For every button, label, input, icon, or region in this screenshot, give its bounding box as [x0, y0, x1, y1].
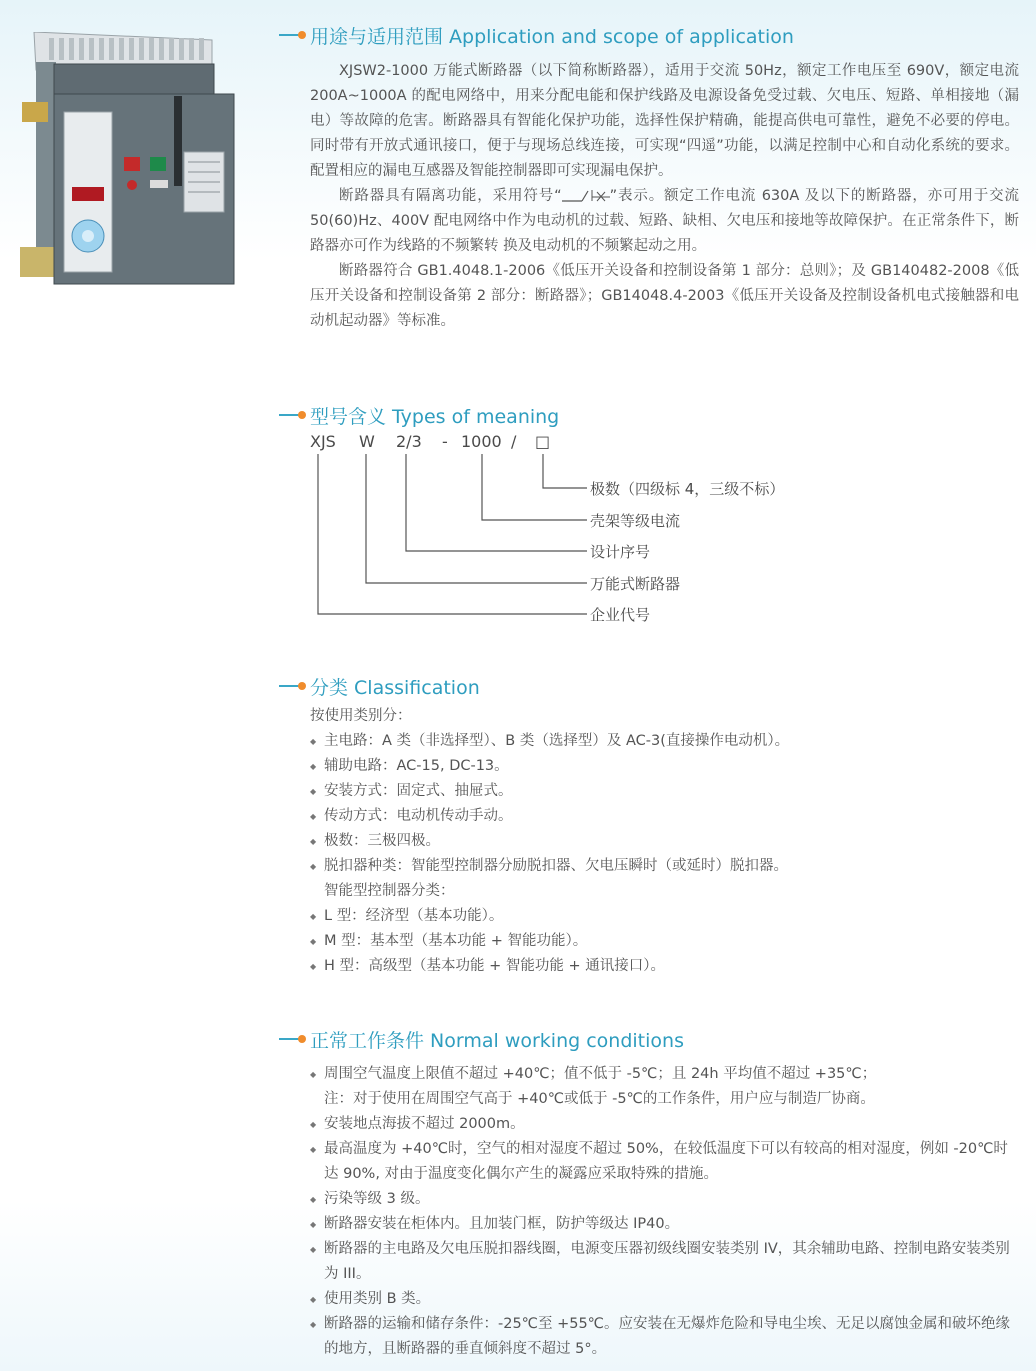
section-application: [279, 22, 1024, 329]
list-item: ◆ 使用类别 B 类。: [308, 1287, 1020, 1312]
model-code-dash: -: [442, 432, 448, 451]
model-code-current: 1000: [461, 432, 502, 451]
isolation-symbol-icon: [562, 188, 610, 202]
controller-intro: 智能型控制器分类：: [324, 883, 455, 899]
conditions-title: 正常工作条件 Normal working conditions: [310, 1030, 684, 1052]
model-code-design: 2/3: [396, 432, 422, 451]
model-code-slash: /: [511, 432, 517, 451]
list-item: ◆ L 型：经济型（基本功能）。: [308, 904, 1020, 929]
model-diagram: [279, 432, 1024, 662]
label-company-code: 企业代号: [590, 606, 651, 624]
list-item: ◆ 脱扣器种类：智能型控制器分励脱扣器、欠电压瞬时（或延时）脱扣器。: [308, 854, 1020, 879]
application-title: 用途与适用范围 Application and scope of application: [310, 26, 794, 48]
conditions-note: 注：对于使用在周围空气高于 +40℃或低于 -5℃的工作条件，用户应与制造厂协商。: [324, 1091, 875, 1107]
label-poles: 极数（四级标 4，三级不标）: [590, 480, 785, 498]
list-item: ◆ 污染等级 3 级。: [308, 1187, 1020, 1212]
section-title: [279, 22, 1024, 48]
conditions-list: [308, 1062, 1020, 1362]
bullet-marker-icon: [279, 1038, 301, 1040]
label-breaker-type: 万能式断路器: [590, 575, 681, 593]
section-classification: [279, 673, 1024, 974]
list-item: ◆ 最高温度为 +40℃时，空气的相对湿度不超过 50%，在较低温度下可以有较高的相对湿度，例如 -20℃时达 90%, 对由于温度变化偶尔产生的凝露应采取特殊的措施。: [308, 1137, 1020, 1187]
label-design-number: 设计序号: [590, 543, 651, 561]
classification-list: [308, 704, 1020, 979]
bullet-marker-icon: [279, 34, 301, 36]
list-item: ◆ 主电路：A 类（非选择型）、B 类（选择型）及 AC-3(直接操作电动机）。: [308, 729, 1020, 754]
application-paragraph-3: 断路器符合 GB1.4048.1-2006《低压开关设备和控制设备第 1 部分：总则》；及 GB140482-2008《低压开关设备和控制设备第 2 部分：断路器》；GB14048.4-2003《低压开关设备及控制设备机电式接触器和电动机起动器》等标准。: [310, 263, 1019, 329]
bullet-marker-icon: [279, 685, 301, 687]
section-conditions: [279, 1026, 1024, 1357]
list-item: ◆ 周围空气温度上限值不超过 +40℃；值不低于 -5℃；且 24h 平均值不超过 +35℃；: [308, 1062, 1020, 1087]
application-body: [310, 59, 1019, 334]
list-item: ◆ M 型：基本型（基本功能 + 智能功能）。: [308, 929, 1020, 954]
section-title: [279, 673, 1024, 699]
list-item: ◆ H 型：高级型（基本功能 + 智能功能 + 通讯接口）。: [308, 954, 1020, 979]
model-connector-lines: [279, 432, 599, 632]
list-item: ◆ 辅助电路：AC-15, DC-13。: [308, 754, 1020, 779]
list-item: ◆ 极数：三极四极。: [308, 829, 1020, 854]
classification-intro: 按使用类别分：: [310, 708, 412, 724]
list-item: ◆ 断路器的运输和储存条件：-25℃至 +55℃。应安装在无爆炸危险和导电尘埃、无足以腐蚀金属和破坏绝缘的地方，且断路器的垂直倾斜度不超过 5°。: [308, 1312, 1020, 1362]
types-title: 型号含义 Types of meaning: [310, 406, 560, 428]
product-image: [14, 32, 246, 290]
section-title: [279, 1026, 1024, 1052]
label-frame-current: 壳架等级电流: [590, 512, 681, 530]
model-code-company: XJS: [310, 432, 336, 451]
application-paragraph-1: XJSW2-1000 万能式断路器（以下简称断路器），适用于交流 50Hz，额定工作电压至 690V，额定电流 200A~1000A 的配电网络中，用来分配电能和保护线路及电源设备免受过载、欠电压、短路、单相接地（漏电）等故障的危害。断路器具有智能化保护功能，选择性保护精确，能提高供电可靠性，避免不必要的停电。同时带有开放式通讯接口，便于与现场总线连接，可实现“四遥”功能，以满足控制中心和自动化系统的要求。配置相应的漏电互感器及智能控制器即可实现漏电保护。: [310, 63, 1019, 179]
model-code-poles: □: [535, 432, 551, 451]
paragraph-2-start: 断路器具有隔离功能，采用符号“: [339, 188, 562, 204]
list-item: ◆ 传动方式：电动机传动手动。: [308, 804, 1020, 829]
bullet-marker-icon: [279, 414, 301, 416]
application-paragraph-2: [310, 184, 1019, 259]
list-item: ◆ 安装方式：固定式、抽屉式。: [308, 779, 1020, 804]
model-code-type: W: [359, 432, 375, 451]
list-item: ◆ 安装地点海拔不超过 2000m。: [308, 1112, 1020, 1137]
section-title: [279, 402, 1024, 428]
classification-title: 分类 Classification: [310, 677, 480, 699]
paragraph-2-end: ”表示。额定工作电流 630A 及以下的断路器，亦可用于交流 50(60)Hz、400V 配电网络中作为电动机的过载、短路、缺相、欠电压和接地等故障保护。在正常条件下，断路器亦可作为线路的不频繁转 换及电动机的不频繁起动之用。: [310, 188, 1019, 254]
list-item: ◆ 断路器的主电路及欠电压脱扣器线圈，电源变压器初级线圈安装类别 IV，其余辅助电路、控制电路安装类别为 III。: [308, 1237, 1020, 1287]
section-types: [279, 402, 1024, 624]
list-item: ◆ 断路器安装在柜体内。且加装门框，防护等级达 IP40。: [308, 1212, 1020, 1237]
